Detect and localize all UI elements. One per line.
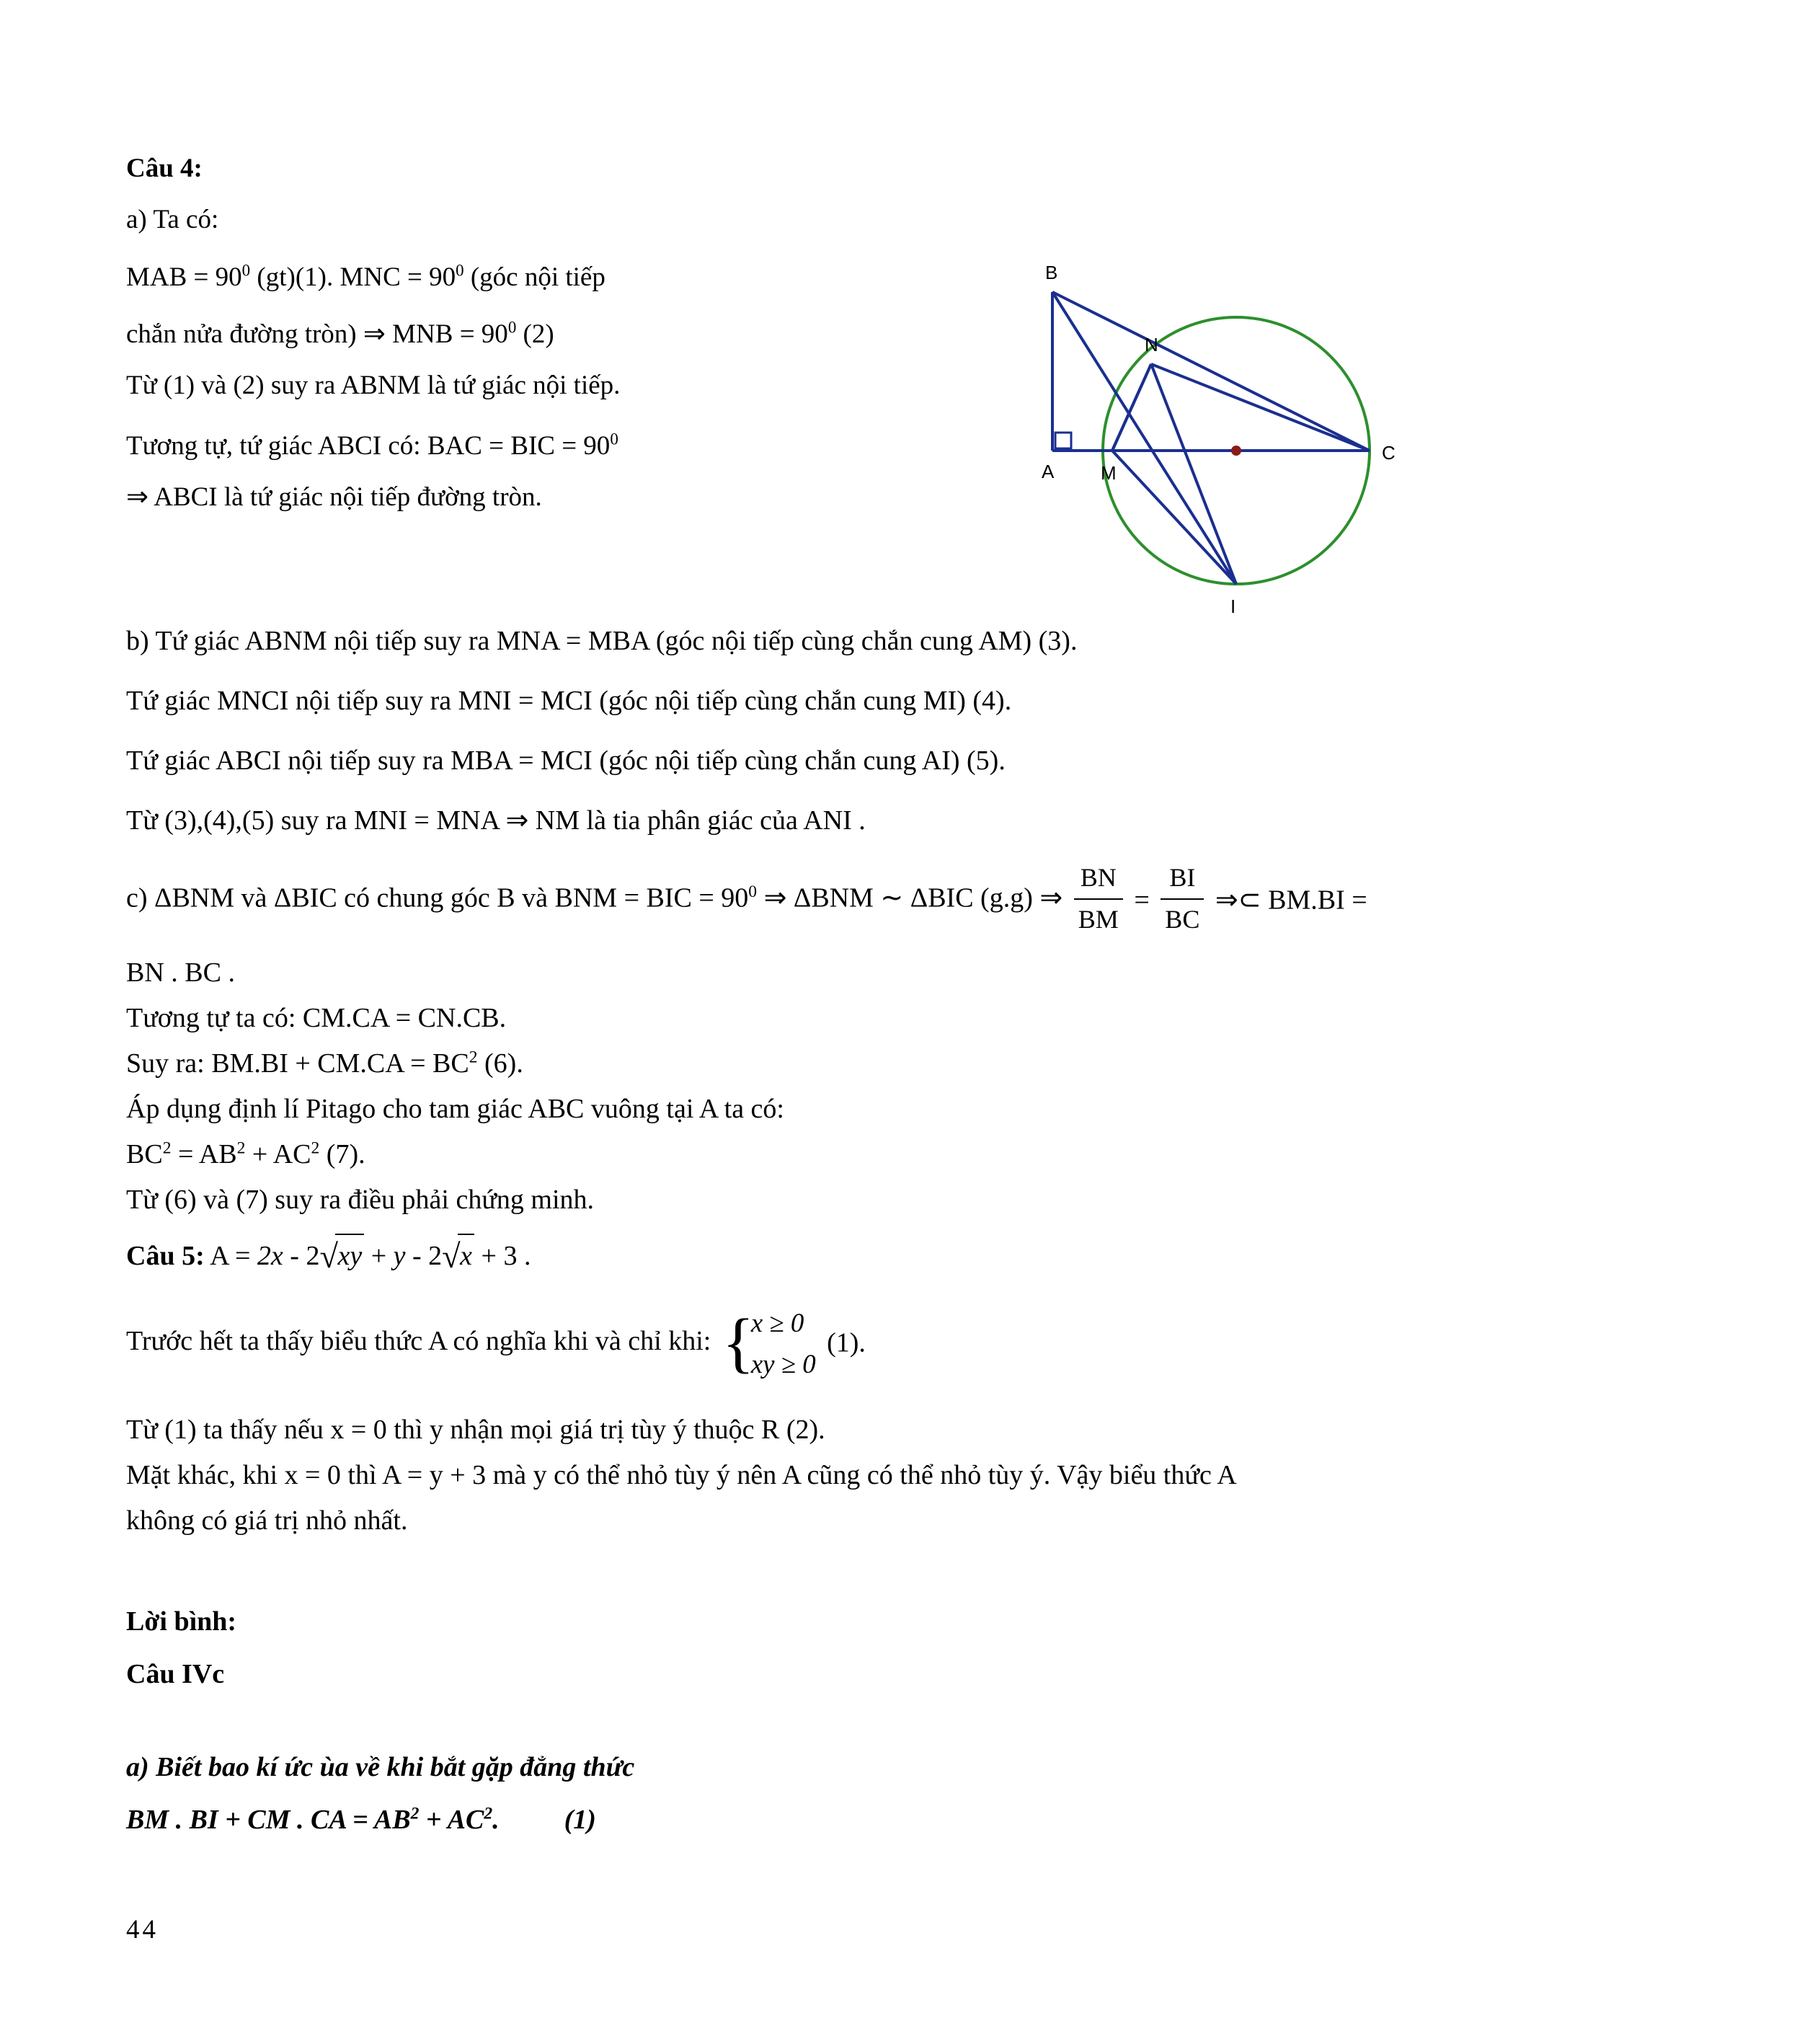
segment-MI — [1112, 451, 1236, 584]
part-a-line1-post: (góc nội tiếp — [463, 262, 605, 292]
cau5-term-10: . — [517, 1241, 531, 1272]
part-b-line-4 — [126, 800, 1669, 842]
segment-NC — [1151, 364, 1370, 451]
sqrt-xy — [319, 1234, 364, 1278]
part-c-line6-pre: BC — [126, 1139, 163, 1170]
part-c-line-3: Tương tự ta có: CM.CA = CN.CB. — [126, 1003, 507, 1034]
sqrt-xy-radicand: xy — [335, 1234, 364, 1278]
part-a-line2-pre: chắn nửa đường tròn) — [126, 319, 363, 350]
part-a-line5-text: ABCI là tứ giác nội tiếp đường tròn. — [148, 482, 542, 513]
implies-arrow-icon-2: ⇒ — [126, 482, 149, 513]
part-a-label: a) Ta có: — [126, 205, 219, 235]
part-a-line1-mid: (gt)(1). MNC = 90 — [250, 262, 456, 292]
fraction-bn-bm — [1074, 858, 1123, 940]
cau5-term-2: - — [283, 1241, 306, 1272]
section-title: Câu 4: — [126, 154, 203, 183]
cau5-line — [126, 1234, 1669, 1278]
comment-formula-pre: BM . BI + CM . CA = AB — [126, 1804, 411, 1835]
cau5-term-8: + — [474, 1241, 504, 1272]
sqrt-x — [442, 1234, 474, 1278]
part-a-line-2 — [126, 314, 941, 355]
part-a-line1-sup1: 0 — [241, 261, 251, 280]
part-a-line4-pre: Tương tự, tứ giác ABCI có: BAC = BIC = 90 — [126, 430, 611, 461]
cau5-expr-pre: A = — [210, 1241, 257, 1272]
part-b-line-1: b) Tứ giác ABNM nội tiếp suy ra MNA = MBA (góc nội tiếp cùng chắn cung AM) (3). — [126, 626, 1078, 656]
cau5-label: Câu 5: — [126, 1241, 205, 1272]
sqrt-x-radicand: x — [458, 1234, 474, 1278]
part-c-line4-post: (6). — [477, 1048, 523, 1079]
top-content-area — [126, 148, 1661, 617]
comment-item-a: a) Biết bao kí ức ùa về khi bắt gặp đẳng thức — [126, 1751, 635, 1782]
part-c-line6-sup2: 2 — [236, 1138, 246, 1158]
part-c-line4-pre: Suy ra: BM.BI + CM.CA = BC — [126, 1048, 469, 1079]
part-a-line-5 — [126, 477, 941, 518]
implies-arrow-icon-3: ⇒ — [505, 805, 529, 836]
figure-label-M: M — [1101, 462, 1117, 484]
figure-label-N: N — [1145, 334, 1158, 355]
cau5-condition-tag: (1). — [827, 1328, 866, 1358]
part-c-line-2: BN . BC . — [126, 957, 235, 988]
part-c-line6-mid2: + AC — [245, 1139, 311, 1170]
part-c-line6-post: (7). — [319, 1139, 365, 1170]
part-b-line-3: Tứ giác ABCI nội tiếp suy ra MBA = MCI (góc nội tiếp cùng chắn cung AI) (5). — [126, 745, 1006, 776]
fraction-bi-bc — [1161, 858, 1204, 940]
comment-formula-post: . — [492, 1804, 500, 1835]
part-c-line6-mid: = AB — [171, 1139, 237, 1170]
part-a-line-1 — [126, 257, 941, 298]
part-a-block — [126, 148, 941, 518]
comment-formula-sup1: 2 — [410, 1804, 420, 1823]
cau5-condition-pre: Trước hết ta thấy biểu thức A có nghĩa khi và chỉ khi: — [126, 1326, 711, 1357]
segment-BC — [1052, 292, 1370, 451]
implies-arrow-icon-1: ⇒ — [363, 319, 386, 350]
part-c-line1-end: ⇒⊂ BM.BI = — [1215, 885, 1367, 916]
comment-formula-sup2: 2 — [484, 1804, 493, 1823]
part-c-line-6 — [126, 1134, 1669, 1175]
geometry-figure — [897, 191, 1625, 638]
part-a-line-4 — [126, 425, 941, 466]
part-c-line-5: Áp dụng định lí Pitago cho tam giác ABC vuông tại A ta có: — [126, 1094, 784, 1125]
comment-formula — [126, 1799, 1640, 1841]
cau5-term-5: y — [393, 1241, 406, 1272]
cau5-term-6: - — [405, 1241, 429, 1272]
segment-NI — [1151, 364, 1236, 584]
part-c-line1-pre: c) ΔBNM và ΔBIC có chung góc B và BNM = BIC = 90 — [126, 882, 749, 913]
cau5-term-4: + — [364, 1241, 394, 1272]
fraction-bi-bc-denominator: BC — [1161, 898, 1204, 940]
part-c-line4-sup: 2 — [469, 1048, 478, 1067]
figure-label-C: C — [1382, 442, 1396, 464]
part-b-line-2: Tứ giác MNCI nội tiếp suy ra MNI = MCI (góc nội tiếp cùng chắn cung MI) (4). — [126, 685, 1012, 716]
part-b-line4-post: NM là tia phân giác của ANI . — [528, 805, 866, 836]
cau5-term-7: 2 — [428, 1241, 443, 1272]
right-angle-marker — [1055, 433, 1071, 448]
part-c-line6-sup1: 2 — [162, 1138, 172, 1158]
part-a-line2-sup: 0 — [507, 318, 517, 337]
fraction-bn-bm-denominator: BM — [1074, 898, 1123, 940]
figure-label-B: B — [1045, 262, 1058, 283]
part-a-line1-pre: MAB = 90 — [126, 262, 242, 292]
comment-subtitle: Câu IVc — [126, 1658, 225, 1689]
center-dot-icon — [1231, 446, 1241, 456]
comment-title: Lời bình: — [126, 1606, 237, 1637]
part-c-line6-sup3: 2 — [311, 1138, 320, 1158]
part-c-line-7: Từ (6) và (7) suy ra điều phải chứng minh. — [126, 1185, 595, 1216]
fraction-bn-bm-numerator: BN — [1080, 862, 1117, 892]
part-a-line-3: Từ (1) và (2) suy ra ABNM là tứ giác nội tiếp. — [126, 371, 621, 401]
main-body — [126, 620, 1669, 1546]
page-number: 44 — [126, 1915, 159, 1945]
cau5-condition-line — [126, 1302, 1669, 1384]
cau5-term-3: 2 — [306, 1241, 320, 1272]
figure-label-I: I — [1230, 596, 1236, 617]
part-a-line2-post: (2) — [516, 319, 554, 350]
comment-section — [126, 1601, 1640, 1859]
part-a-line1-sup2: 0 — [456, 261, 464, 280]
part-c-line1-sup: 0 — [748, 882, 758, 901]
cau5-term-1: 2x — [257, 1241, 283, 1272]
condition-system — [722, 1302, 816, 1384]
condition-row-1: x ≥ 0 — [750, 1308, 804, 1338]
part-c-line-1 — [126, 859, 1669, 942]
condition-row-2: xy ≥ 0 — [750, 1349, 816, 1379]
part-a-line2-mid: MNB = 90 — [385, 319, 508, 350]
cau5-term-9: 3 — [503, 1241, 518, 1272]
cau5-line-3: không có giá trị nhỏ nhất. — [126, 1505, 408, 1536]
cau5-line-1: Từ (1) ta thấy nếu x = 0 thì y nhận mọi giá trị tùy ý thuộc R (2). — [126, 1414, 825, 1445]
comment-formula-tag: (1) — [564, 1804, 596, 1835]
part-a-line4-sup: 0 — [610, 430, 618, 448]
part-b-line4-pre: Từ (3),(4),(5) suy ra MNI = MNA — [126, 805, 506, 836]
comment-formula-mid: + AC — [419, 1804, 484, 1835]
cau5-line-2: Mặt khác, khi x = 0 thì A = y + 3 mà y có thể nhỏ tùy ý nên A cũng có thể nhỏ tùy ý. Vậy biểu thức A — [126, 1459, 1237, 1490]
figure-label-A: A — [1042, 461, 1055, 482]
equals-sign: = — [1134, 885, 1150, 916]
part-c-line-4 — [126, 1043, 1669, 1084]
brace-icon: { — [722, 1306, 755, 1381]
fraction-bi-bc-numerator: BI — [1169, 862, 1196, 892]
part-c-line1-mid: ⇒ ΔBNM ∼ ΔBIC (g.g) ⇒ — [757, 882, 1063, 913]
